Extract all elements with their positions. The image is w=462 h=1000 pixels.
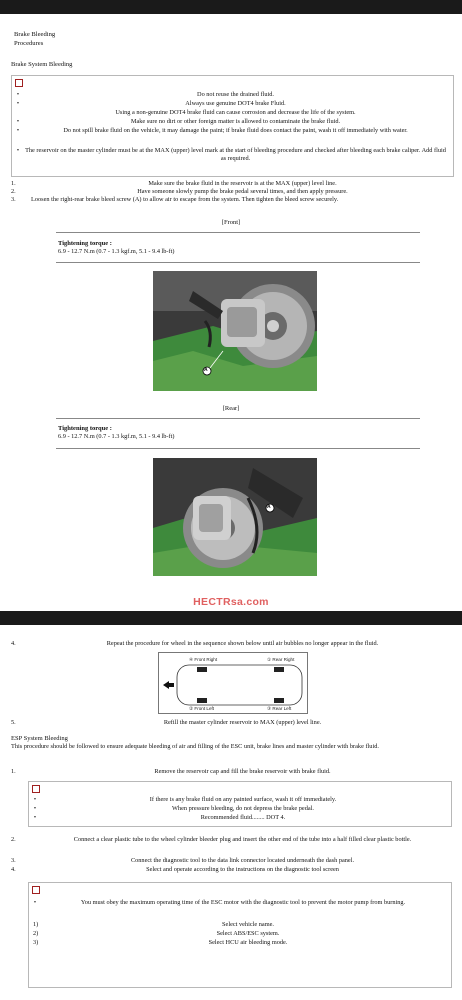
note-item: • If there is any brake fluid on any painted surface, wash it off immediately.: [33, 796, 337, 803]
esp-step-3: 3. Connect the diagnostic tool to the data link connector located underneath the dash panel.: [11, 857, 355, 864]
note-sub-item: 1) Select vehicle name.: [33, 921, 274, 928]
wheel-rear-right: ① Rear Right: [267, 657, 295, 662]
page-break-bar: [0, 611, 462, 625]
front-brake-caliper-image: [153, 271, 317, 391]
step-4: 4. Repeat the procedure for wheel in the sequence shown below until air bubbles no longer appear in the fluid.: [11, 640, 379, 647]
section-title-esp: ESP System Bleeding: [11, 735, 68, 742]
front-label: [Front]: [221, 219, 241, 226]
note-icon: [32, 785, 40, 793]
bleeding-sequence-diagram: [158, 652, 308, 714]
note-item: • Recommended fluid........ DOT 4.: [33, 814, 286, 821]
top-bar: [0, 0, 462, 14]
divider: [56, 448, 420, 449]
rear-brake-illustration: [153, 458, 317, 576]
torque-spec-rear: Tightening torque : 6.9 - 12.7 N.m (0.7 - 1.3 kgf.m, 5.1 - 9.4 lb-ft): [58, 425, 175, 441]
page-title: Brake Bleeding Procedures: [14, 31, 56, 47]
divider: [56, 418, 420, 419]
callout-a: A: [204, 367, 208, 373]
divider: [56, 232, 420, 233]
note-icon: [32, 886, 40, 894]
step-5: 5. Refill the master cylinder reservoir to MAX (upper) level line.: [11, 719, 322, 726]
note-box-esc-motor: [28, 882, 452, 988]
note-item: • Do not reuse the drained fluid.: [16, 91, 274, 98]
note-sub-item: 2) Select ABS/ESC system.: [33, 930, 280, 937]
callout-a: A: [267, 504, 271, 510]
wheel-front-left: ② Front Left: [189, 706, 215, 711]
note-icon: [15, 79, 23, 87]
note-sub-item: 3) Select HCU air bleeding mode.: [33, 939, 288, 946]
note-box-esp: [28, 781, 452, 827]
divider: [56, 262, 420, 263]
esp-step-2: 2. Connect a clear plastic tube to the wheel cylinder bleeder plug and insert the other end of the tube into a half filled clear plastic bottle.: [11, 836, 412, 843]
esp-step-1: 1. Remove the reservoir cap and fill the brake reservoir with brake fluid.: [11, 768, 331, 775]
step-1: 1. Make sure the brake fluid in the reservoir is at the MAX (upper) level line.: [11, 180, 337, 187]
wheel-front-right: ④ Front Right: [189, 657, 218, 662]
watermark: HECTRsa.com: [193, 596, 269, 608]
wheel-rear-left: ③ Rear Left: [267, 706, 292, 711]
note-item: • The reservoir on the master cylinder must be at the MAX (upper) level mark at the start of bleeding procedure and checked after bleeding each brake caliper. Add fluid as required.: [16, 147, 446, 163]
note-item: • When pressure bleeding, do not depress the brake pedal.: [33, 805, 314, 812]
rear-brake-caliper-image: [153, 458, 317, 576]
step-2: 2. Have someone slowly pump the brake pedal several times, and then apply pressure.: [11, 188, 348, 195]
note-item: • You must obey the maximum operating time of the ESC motor with the diagnostic tool to prevent the motor pump from burning.: [33, 899, 406, 906]
step-3: 3. Loosen the right-rear brake bleed screw (A) to allow air to escape from the system. Then tighten the bleed screw securely.: [11, 196, 339, 203]
note-item: • Do not spill brake fluid on the vehicle, it may damage the paint; if brake fluid does contact the paint, wash it off immediately with water.: [16, 127, 408, 134]
section-title-brake-system-bleeding: Brake System Bleeding: [11, 61, 73, 68]
rear-label: [Rear]: [222, 405, 240, 412]
esp-step-4: 4. Select and operate according to the instructions on the diagnostic tool screen: [11, 866, 339, 873]
torque-spec-front: Tightening torque : 6.9 - 12.7 N.m (0.7 - 1.3 kgf.m, 5.1 - 9.4 lb-ft): [58, 240, 175, 256]
esp-intro: This procedure should be followed to ensure adequate bleeding of air and filling of the ESC unit, brake lines and master cylinder with brake fluid.: [11, 743, 379, 750]
note-item: • Make sure no dirt or other foreign matter is allowed to contaminate the brake fluid.: [16, 118, 341, 125]
note-box-brake-fluid: [11, 75, 454, 177]
front-brake-illustration: [153, 271, 317, 391]
note-item: • Always use genuine DOT4 brake Fluid.: [16, 100, 286, 107]
note-item: Using a non-genuine DOT4 brake fluid can cause corrosion and decrease the life of the system.: [115, 109, 356, 116]
